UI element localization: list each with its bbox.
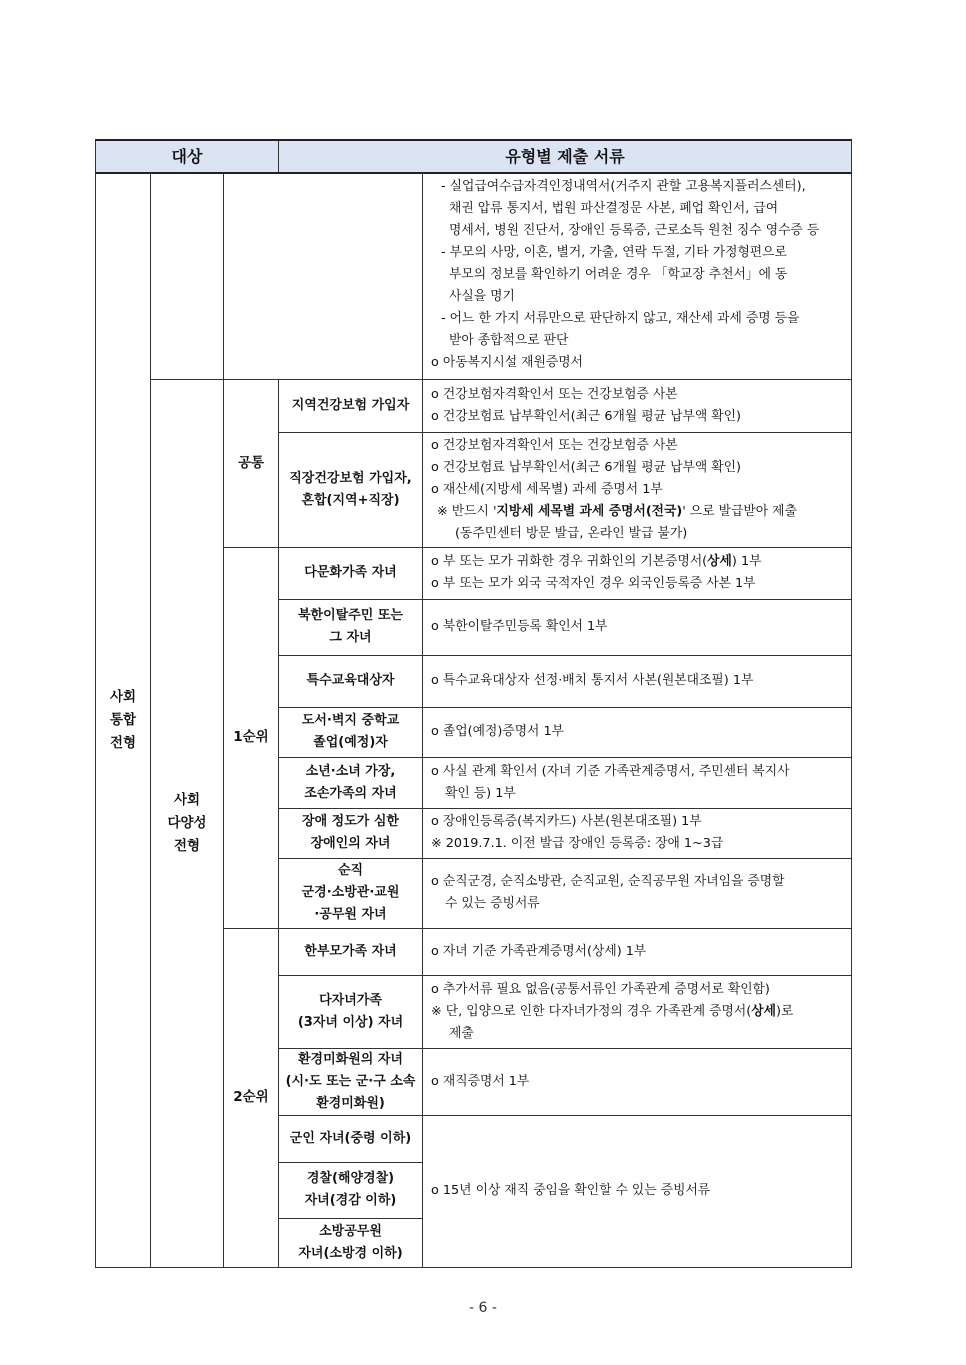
label-special-education: 특수교육대상자 — [279, 655, 423, 707]
label-multi-child: 다자녀가족 (3자녀 이상) 자녀 — [279, 975, 423, 1048]
top-docs: - 실업급여수급자격인정내역서(거주지 관할 고용복지플러스센터), 채권 압류 통지서, 법원 파산결정문 사본, 폐업 확인서, 급여 명세서, 병원 진단서, 장애인 등록증, 근로소득 원천 징수 영수증 등 - 부모의 사망, 이혼, 별거, 가출, 연락 두절, 기타 가정형편으로 부모의 정보를 확인하기 어려운 경우 「학교장 추천서」에 동 사실을 명기 - 어느 한 가지 서류만으로 판단하지 않고, 재산세 과세 증명 등을 받아 종합적으로 판단 o 아동복지시설 재원증명서 — [423, 173, 852, 379]
docs-special-education: o 특수교육대상자 선정·배치 통지서 사본(원본대조필) 1부 — [423, 655, 852, 707]
label-regional-insurance: 지역건강보험 가입자 — [279, 379, 423, 432]
docs-multi-child: o 추가서류 필요 없음(공통서류인 가족관계 증명서로 확인함) ※ 단, 입양으로 인한 다자녀가정의 경우 가족관계 증명서(상세)로 제출 — [423, 975, 852, 1048]
docs-regional-insurance: o 건강보험자격확인서 또는 건강보험증 사본 o 건강보험료 납부확인서(최근 6개월 평균 납부액 확인) — [423, 379, 852, 432]
group-social-integration: 사회 통합 전형 — [96, 173, 151, 1267]
group-rank2: 2순위 — [224, 928, 279, 1267]
header-target: 대상 — [96, 140, 279, 173]
label-cell-empty — [224, 173, 423, 379]
label-remote-school: 도서·벽지 중학교 졸업(예정)자 — [279, 707, 423, 757]
group-social-diversity: 사회 다양성 전형 — [151, 379, 224, 1267]
docs-sanitation: o 재직증명서 1부 — [423, 1048, 852, 1115]
label-youth-head: 소년·소녀 가장, 조손가족의 자녀 — [279, 757, 423, 808]
docs-youth-head: o 사실 관계 확인서 (자녀 기준 가족관계증명서, 주민센터 복지사 확인 등) 1부 — [423, 757, 852, 808]
table-row — [96, 379, 852, 432]
docs-disabled: o 장애인등록증(복지카드) 사본(원본대조필) 1부 ※ 2019.7.1. 이전 발급 장애인 등록증: 장애 1~3급 — [423, 808, 852, 858]
group-common: 공통 — [224, 379, 279, 547]
group-cell-empty — [151, 173, 224, 379]
page-number: - 6 - — [469, 1300, 497, 1316]
label-defector: 북한이탈주민 또는 그 자녀 — [279, 599, 423, 655]
docs-martyr: o 순직군경, 순직소방관, 순직교원, 순직공무원 자녀임을 증명할 수 있는 증빙서류 — [423, 858, 852, 928]
label-police: 경찰(해양경찰) 자녀(경감 이하) — [279, 1162, 423, 1218]
docs-defector: o 북한이탈주민등록 확인서 1부 — [423, 599, 852, 655]
label-workplace-insurance: 직장건강보험 가입자, 혼합(지역+직장) — [279, 432, 423, 547]
header-documents: 유형별 제출 서류 — [279, 140, 852, 173]
docs-public-service: o 15년 이상 재직 중임을 확인할 수 있는 증빙서류 — [423, 1115, 852, 1267]
label-multicultural: 다문화가족 자녀 — [279, 547, 423, 599]
docs-workplace-insurance: o 건강보험자격확인서 또는 건강보험증 사본 o 건강보험료 납부확인서(최근 6개월 평균 납부액 확인) o 재산세(지방세 세목별) 과세 증명서 1부 ※ 반드시 '지방세 세목별 과세 증명서(전국)' 으로 발급받아 제출 (동주민센터 방문 발급, 온라인 발급 불가) — [423, 432, 852, 547]
document-table — [95, 139, 852, 1268]
docs-single-mother: o 자녀 기준 가족관계증명서(상세) 1부 — [423, 928, 852, 975]
docs-remote-school: o 졸업(예정)증명서 1부 — [423, 707, 852, 757]
label-martyr: 순직 군경·소방관·교원 ·공무원 자녀 — [279, 858, 423, 928]
label-single-mother: 한부모가족 자녀 — [279, 928, 423, 975]
table-header-row — [96, 140, 852, 173]
group-rank1: 1순위 — [224, 547, 279, 928]
label-disabled: 장애 정도가 심한 장애인의 자녀 — [279, 808, 423, 858]
label-sanitation: 환경미화원의 자녀 (시·도 또는 군·구 소속 환경미화원) — [279, 1048, 423, 1115]
table-row — [96, 173, 852, 379]
docs-multicultural: o 부 또는 모가 귀화한 경우 귀화인의 기본증명서(상세) 1부 o 부 또는 모가 외국 국적자인 경우 외국인등록증 사본 1부 — [423, 547, 852, 599]
label-firefighter: 소방공무원 자녀(소방경 이하) — [279, 1218, 423, 1267]
label-military: 군인 자녀(중령 이하) — [279, 1115, 423, 1162]
